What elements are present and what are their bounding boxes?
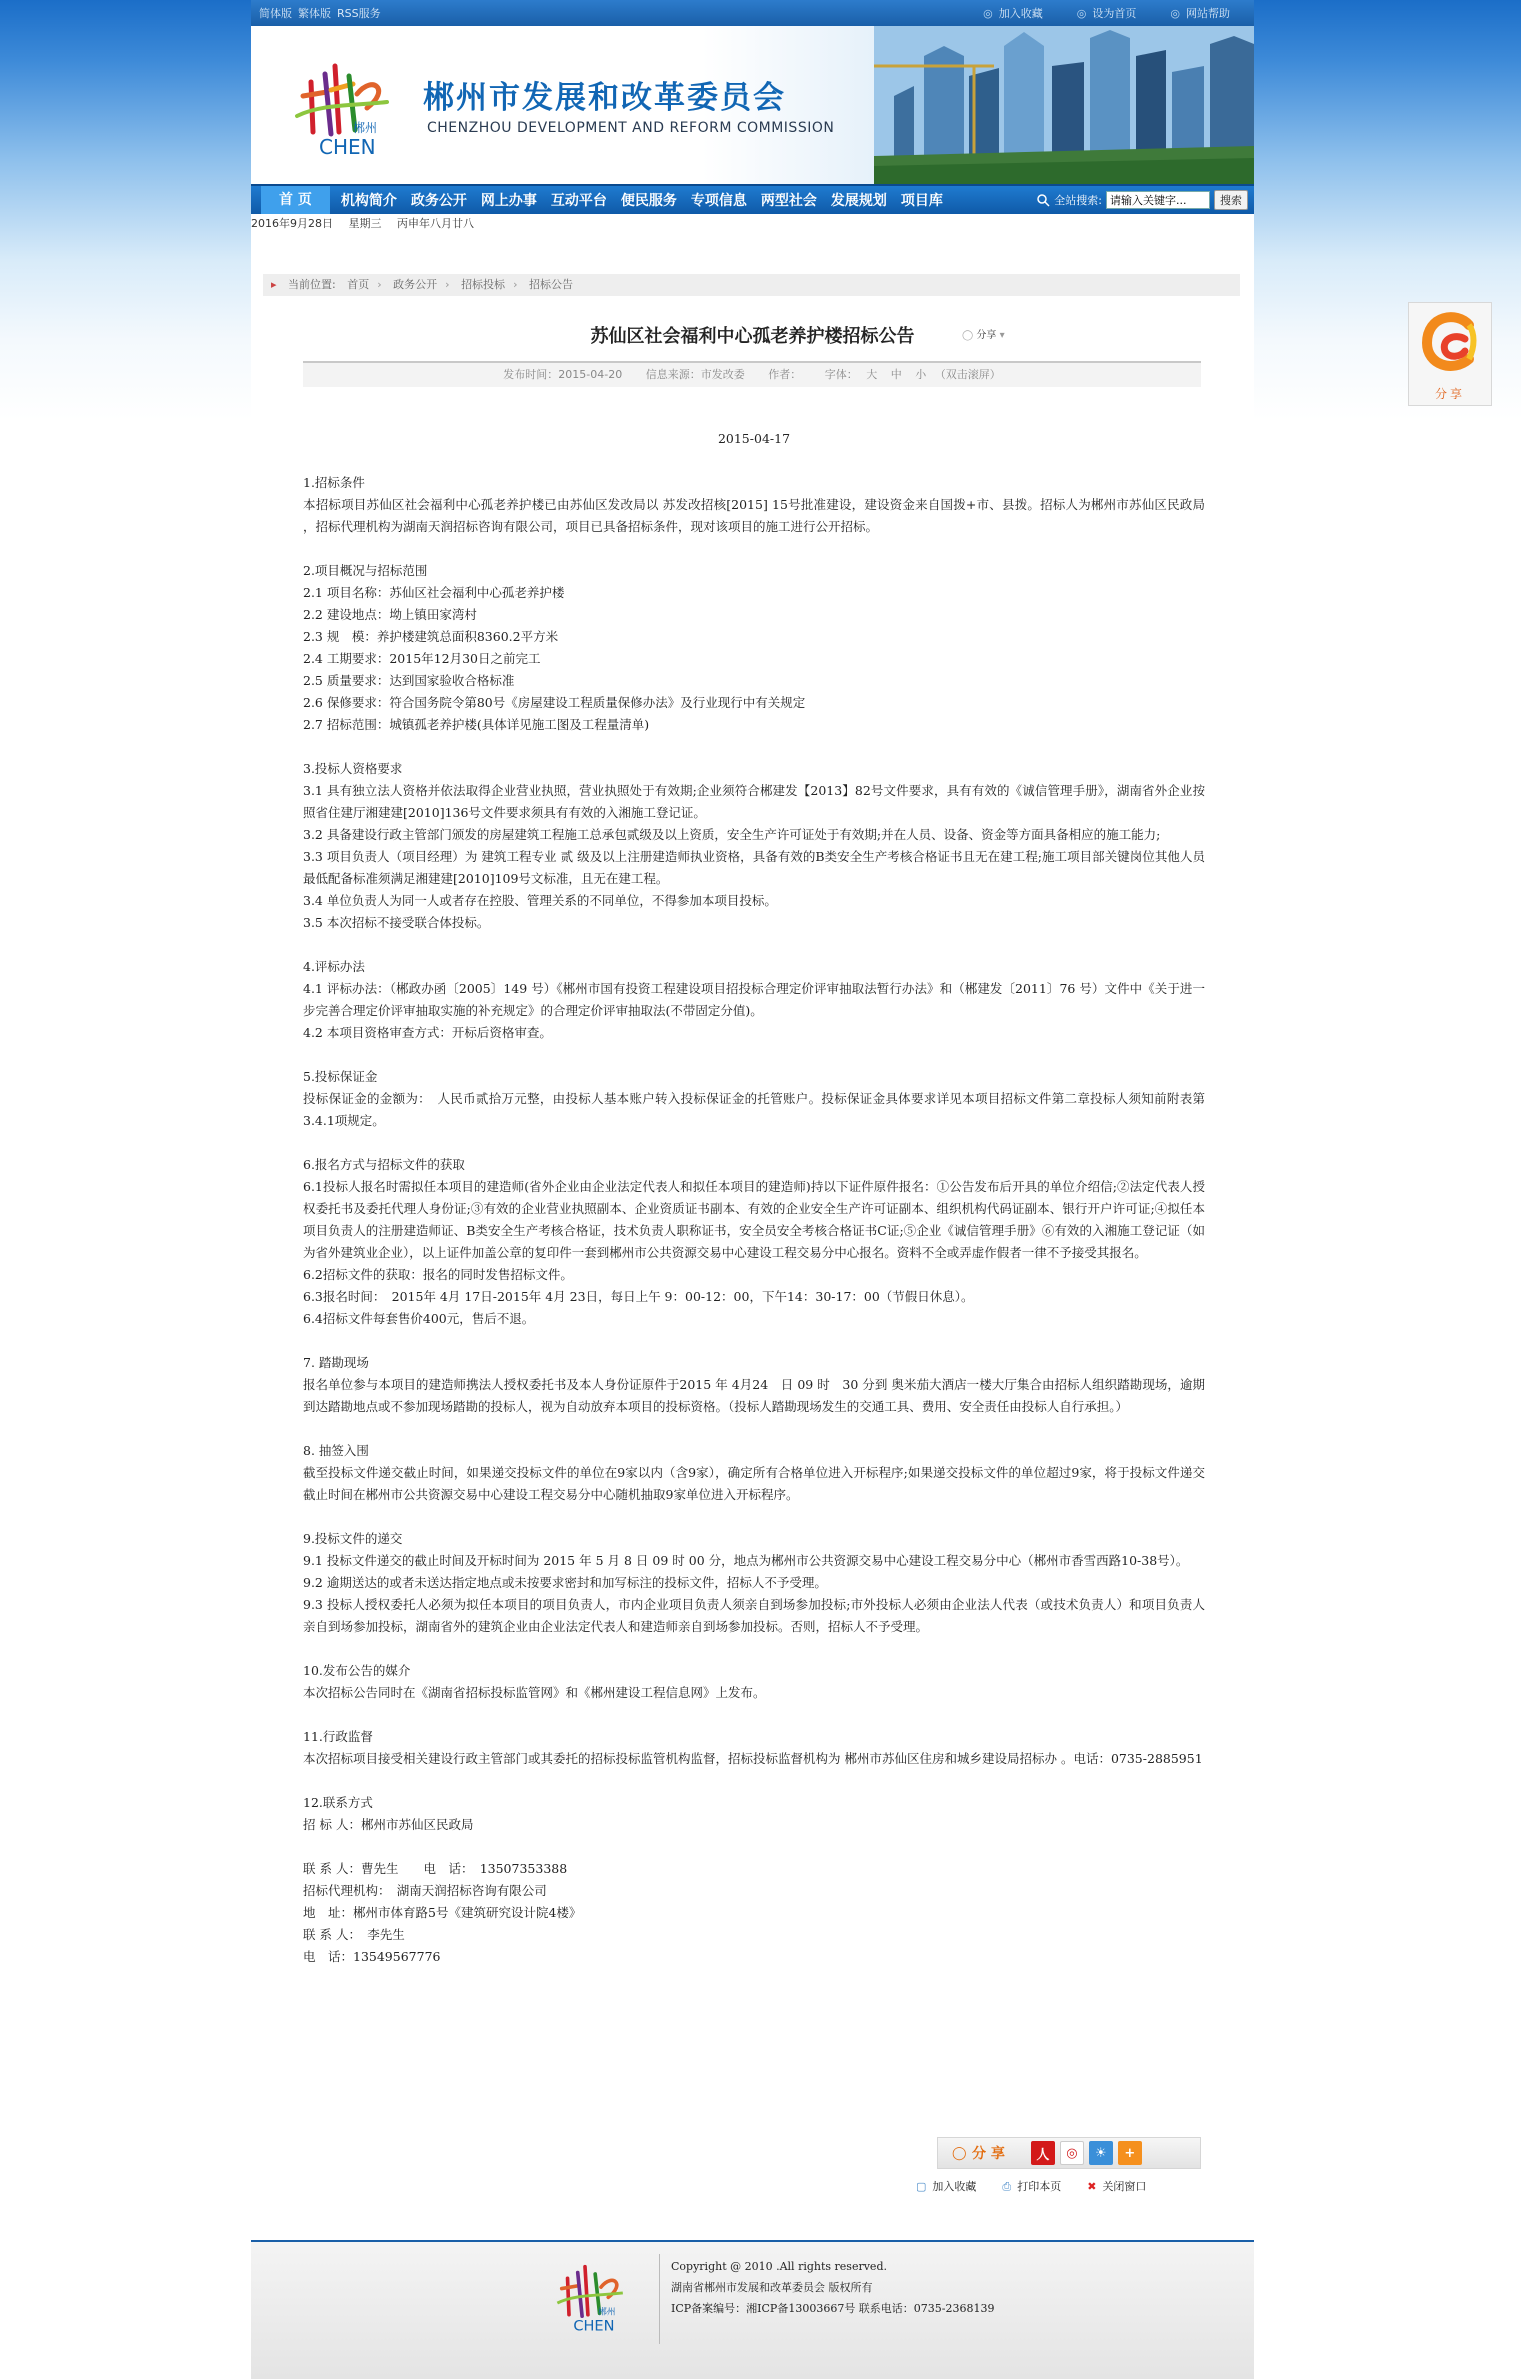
add-favorite-link[interactable]: ◎ 加入收藏 bbox=[983, 5, 1043, 21]
info-source: 信息来源：市发改委 bbox=[645, 368, 745, 381]
section-heading: 11.行政监督 bbox=[303, 1729, 373, 1744]
search-button[interactable]: 搜索 bbox=[1214, 190, 1248, 210]
paragraph: 3.5 本次招标不接受联合体投标。 bbox=[303, 915, 490, 930]
paragraph: 报名单位参与本项目的建造师携法人授权委托书及本人身份证原件于2015 年 4月24 日 09 时 30 分到 奥米茄大酒店一楼大厅集合由招标人组织踏勘现场，逾期到达踏勘地点或不参加现场踏勘的投标人，视为自动放弃本项目的投标资格。（投标人踏勘现场发生的交通工具、费用、安全责任由投标人自行承担。） bbox=[303, 1377, 1205, 1414]
paragraph: 投标保证金的金额为： 人民币贰拾万元整，由投标人基本账户转入投标保证金的托管账户。投标保证金具体要求详见本项目招标文件第二章投标人须知前附表第3.4.1项规定。 bbox=[303, 1091, 1205, 1128]
paragraph: 2.1 项目名称：苏仙区社会福利中心孤老养护楼 bbox=[303, 585, 565, 600]
date-bar bbox=[251, 214, 1254, 234]
paragraph: 本次招标公告同时在《湖南省招标投标监管网》和《郴州建设工程信息网》上发布。 bbox=[303, 1685, 766, 1700]
logo-small-text: 郴州 bbox=[353, 121, 378, 135]
breadcrumb-label: 当前位置: bbox=[288, 278, 336, 291]
site-banner bbox=[251, 26, 1254, 184]
more-share-icon[interactable]: + bbox=[1118, 2141, 1142, 2165]
floating-share-button[interactable] bbox=[1408, 302, 1492, 406]
paragraph: 9.3 投标人授权委托人必须为拟任本项目的项目负责人，市内企业项目负责人须亲自到场参加投标;市外投标人必须由企业法人代表（或技术负责人）和项目负责人亲自到场参加投标，湖南省外的建筑企业由企业法定代表人和建造师亲自到场参加投标。否则，招标人不予受理。 bbox=[303, 1597, 1205, 1634]
close-label: 关闭窗口 bbox=[1102, 2180, 1147, 2193]
section-heading: 4.评标办法 bbox=[303, 959, 365, 974]
nav-project-library[interactable]: 项目库 bbox=[900, 193, 943, 209]
site-search bbox=[1036, 190, 1254, 210]
font-size-label: 字体： bbox=[824, 368, 858, 381]
paragraph: 3.3 项目负责人（项目经理）为 建筑工程专业 贰 级及以上注册建造师执业资格，具备有效的B类安全生产考核合格证书且无在建工程;施工项目部关键岗位其他人员最低配备标准须满足湘建建[2010]109号文标准，且无在建工程。 bbox=[303, 849, 1205, 886]
section-gap bbox=[303, 1836, 1205, 1858]
paragraph: 9.2 逾期送达的或者未送达指定地点或未按要求密封和加写标注的投标文件，招标人不予受理。 bbox=[303, 1575, 827, 1590]
section-gap bbox=[303, 1506, 1205, 1528]
bottom-share-bar bbox=[937, 2137, 1201, 2169]
paragraph: 2.7 招标范围：城镇孤老养护楼(具体详见施工图及工程量清单) bbox=[303, 717, 650, 732]
font-small-button[interactable]: 小 bbox=[915, 368, 927, 381]
chevron-right-icon: › bbox=[445, 278, 450, 291]
footer-text bbox=[671, 2256, 995, 2319]
search-icon bbox=[1036, 193, 1050, 207]
section-gap bbox=[303, 1418, 1205, 1440]
close-window-tool[interactable] bbox=[1087, 2178, 1146, 2194]
chevron-right-icon: › bbox=[513, 278, 518, 291]
site-title-cn: 郴州市发展和改革委员会 bbox=[423, 80, 786, 116]
section-heading: 1.招标条件 bbox=[303, 475, 365, 490]
print-page-tool[interactable] bbox=[1002, 2178, 1061, 2194]
breadcrumb-bidding[interactable]: 招标投标 bbox=[461, 278, 506, 291]
publish-time: 发布时间：2015-04-20 bbox=[503, 368, 623, 381]
paragraph: 3.2 具备建设行政主管部门颁发的房屋建筑工程施工总承包贰级及以上资质，安全生产许可证处于有效期;并在人员、设备、资金等方面具备相应的施工能力; bbox=[303, 827, 1161, 842]
paragraph: 截至投标文件递交截止时间，如果递交投标文件的单位在9家以内（含9家），确定所有合格单位进入开标程序;如果递交投标文件的单位超过9家，将于投标文件递交截止时间在郴州市公共资源交易中心建设工程交易分中心随机抽取9家单位进入开标程序。 bbox=[303, 1465, 1205, 1502]
share-dropdown[interactable] bbox=[962, 326, 1005, 341]
breadcrumb-gov-affairs[interactable]: 政务公开 bbox=[393, 278, 438, 291]
search-label: 全站搜索: bbox=[1054, 194, 1102, 207]
section-gap bbox=[303, 1638, 1205, 1660]
page-wrapper bbox=[251, 0, 1254, 2379]
footer-divider bbox=[659, 2254, 660, 2344]
share-logo-icon bbox=[1409, 303, 1493, 383]
current-weekday: 星期三 bbox=[348, 217, 382, 230]
nav-special-info[interactable]: 专项信息 bbox=[690, 193, 747, 209]
paragraph: 2.3 规 模：养护楼建筑总面积8360.2平方米 bbox=[303, 629, 559, 644]
section-heading: 12.联系方式 bbox=[303, 1795, 373, 1810]
logo-text: CHEN bbox=[319, 135, 376, 159]
add-favorite-label: 加入收藏 bbox=[932, 2180, 977, 2193]
nav-about[interactable]: 机构简介 bbox=[340, 193, 397, 209]
paragraph: 4.2 本项目资格审查方式：开标后资格审查。 bbox=[303, 1025, 552, 1040]
paragraph: 地 址：郴州市体育路5号《建筑研究设计院4楼》 bbox=[303, 1905, 582, 1920]
paragraph: 招标代理机构： 湖南天润招标咨询有限公司 bbox=[303, 1883, 547, 1898]
paragraph: 本次招标项目接受相关建设行政主管部门或其委托的招标投标监管机构监督，招标投标监督机构为 郴州市苏仙区住房和城乡建设局招标办 。电话：0735-2885951 bbox=[303, 1751, 1203, 1766]
footer-copyright: Copyright @ 2010 .All rights reserved. bbox=[671, 2260, 887, 2273]
section-heading: 10.发布公告的媒介 bbox=[303, 1663, 411, 1678]
section-heading: 3.投标人资格要求 bbox=[303, 761, 403, 776]
section-heading: 6.报名方式与招标文件的获取 bbox=[303, 1157, 465, 1172]
site-logo[interactable] bbox=[291, 54, 401, 164]
footer-logo-small-text: 郴州 bbox=[598, 2307, 616, 2318]
paragraph: 4.1 评标办法：（郴政办函〔2005〕149 号）《郴州市国有投资工程建设项目招投标合理定价评审抽取法暂行办法》和（郴建发〔2011〕76 号）文件中《关于进一步完善合理定价评审抽取实施的补充规定》的合理定价评审抽取法(不带固定分值)。 bbox=[303, 981, 1205, 1018]
lunar-date: 丙申年八月廿八 bbox=[397, 217, 474, 230]
share-logo-icon: ◯ bbox=[952, 2145, 967, 2161]
link-traditional[interactable]: 繁体版 bbox=[298, 7, 331, 20]
section-heading: 2.项目概况与招标范围 bbox=[303, 563, 428, 578]
top-bar bbox=[251, 0, 1254, 26]
article-meta bbox=[303, 361, 1201, 387]
paragraph: 9.1 投标文件递交的截止时间及开标时间为 2015 年 5 月 8 日 09 时 00 分，地点为郴州市公共资源交易中心建设工程交易分中心（郴州市香雪西路10-38号）。 bbox=[303, 1553, 1189, 1568]
section-gap bbox=[303, 1044, 1205, 1066]
article-body bbox=[303, 428, 1205, 1968]
paragraph: 本招标项目苏仙区社会福利中心孤老养护楼已由苏仙区发改局以 苏发改招核[2015] 15号批准建设，建设资金来自国拨+市、县拨。招标人为郴州市苏仙区民政局 ，招标代理机构为湖南天润招标咨询有限公司，项目已具备招标条件，现对该项目的施工进行公开招标。 bbox=[303, 497, 1205, 534]
section-gap bbox=[303, 934, 1205, 956]
share-label: 分享 bbox=[976, 330, 997, 341]
link-rss[interactable]: RSS服务 bbox=[337, 7, 381, 20]
paragraph: 2.5 质量要求：达到国家验收合格标准 bbox=[303, 673, 515, 688]
qzone-share-icon[interactable]: ☀ bbox=[1089, 2141, 1113, 2165]
site-footer bbox=[251, 2240, 1254, 2379]
section-gap bbox=[303, 1330, 1205, 1352]
article-title: 苏仙区社会福利中心孤老养护楼招标公告 bbox=[590, 326, 915, 347]
paragraph: 3.1 具有独立法人资格并依法取得企业营业执照，营业执照处于有效期;企业须符合郴建发【2013】82号文件要求，具有有效的《诚信管理手册》，湖南省外企业按照省住建厅湘建建[2010]136号文件要求须具有有效的入湘施工登记证。 bbox=[303, 783, 1205, 820]
nav-two-type-society[interactable]: 两型社会 bbox=[760, 193, 817, 209]
paragraph: 2.2 建设地点：坳上镇田家湾村 bbox=[303, 607, 477, 622]
current-date: 2016年9月28日 bbox=[251, 217, 333, 230]
nav-online-service[interactable]: 网上办事 bbox=[480, 193, 537, 209]
footer-logo bbox=[553, 2258, 633, 2338]
add-favorite-tool[interactable] bbox=[916, 2178, 976, 2194]
paragraph: 6.4招标文件每套售价400元，售后不退。 bbox=[303, 1311, 535, 1326]
paragraph: 联 系 人：曹先生 电 话： 13507353388 bbox=[303, 1861, 568, 1876]
paragraph: 3.4 单位负责人为同一人或者存在控股、管理关系的不同单位，不得参加本项目投标。 bbox=[303, 893, 777, 908]
font-large-button[interactable]: 大 bbox=[866, 368, 878, 381]
renren-share-icon[interactable]: 人 bbox=[1031, 2141, 1055, 2165]
main-nav bbox=[251, 184, 1254, 214]
breadcrumb-announcement[interactable]: 招标公告 bbox=[528, 278, 573, 291]
article-date: 2015-04-17 bbox=[717, 431, 791, 446]
page-tools bbox=[916, 2178, 1146, 2194]
chevron-right-icon: › bbox=[377, 278, 382, 291]
print-label: 打印本页 bbox=[1017, 2180, 1062, 2193]
link-simplified[interactable]: 简体版 bbox=[259, 7, 292, 20]
paragraph: 6.1投标人报名时需拟任本项目的建造师(省外企业由企业法定代表人和拟任本项目的建造师)持以下证件原件报名：①公告发布后开具的单位介绍信;②法定代表人授权委托书及委托代理人身份证;③有效的企业营业执照副本、企业资质证书副本、有效的企业安全生产许可证副本、组织机构代码证副本、银行开户许可证;④拟任本项目负责人的注册建造师证、B类安全生产考核合格证，技术负责人职称证书，安全员安全考核合格证书C证;⑤企业《诚信管理手册》⑥有效的入湘施工登记证（如为省外建筑业企业），以上证件加盖公章的复印件一套到郴州市公共资源交易中心建设工程交易分中心报名。资料不全或弄虚作假者一律不予接受其报名。 bbox=[303, 1179, 1205, 1260]
nav-planning[interactable]: 发展规划 bbox=[830, 193, 887, 209]
printer-icon: ⎙ bbox=[1002, 2180, 1012, 2193]
city-skyline-image bbox=[874, 26, 1254, 184]
set-homepage-link[interactable]: ◎ 设为首页 bbox=[1077, 5, 1137, 21]
section-heading: 9.投标文件的递交 bbox=[303, 1531, 403, 1546]
section-gap bbox=[303, 736, 1205, 758]
top-links-right bbox=[983, 5, 1246, 21]
paragraph: 6.3报名时间： 2015年 4月 17日-2015年 4月 23日，每日上午 9：00-12：00，下午14：30-17：00（节假日休息）。 bbox=[303, 1289, 974, 1304]
footer-owner: 湖南省郴州市发展和改革委员会 版权所有 bbox=[671, 2281, 873, 2294]
paragraph: 2.6 保修要求：符合国务院令第80号《房屋建设工程质量保修办法》及行业现行中有关规定 bbox=[303, 695, 806, 710]
bottom-share-label: 分 享 bbox=[972, 2146, 1005, 2162]
nav-gov-affairs[interactable]: 政务公开 bbox=[410, 193, 467, 209]
nav-interaction[interactable]: 互动平台 bbox=[550, 193, 607, 209]
breadcrumb bbox=[263, 274, 1240, 296]
paragraph: 6.2招标文件的获取：报名的同时发售招标文件。 bbox=[303, 1267, 573, 1282]
section-gap bbox=[303, 1132, 1205, 1154]
paragraph: 电 话：13549567776 bbox=[303, 1949, 441, 1964]
close-icon: ✖ bbox=[1087, 2180, 1097, 2193]
footer-icp: ICP备案编号：湘ICP备13003667号 联系电话：0735-2368139 bbox=[671, 2302, 995, 2315]
paragraph: 招 标 人：郴州市苏仙区民政局 bbox=[303, 1817, 474, 1832]
footer-logo-text: CHEN bbox=[573, 2318, 615, 2335]
article-sections bbox=[303, 472, 1205, 1968]
nav-home[interactable]: 首 页 bbox=[261, 186, 330, 214]
location-icon: ▸ bbox=[271, 278, 277, 291]
floating-share-label: 分享 bbox=[1434, 387, 1465, 401]
section-gap bbox=[303, 538, 1205, 560]
bookmark-icon: ▢ bbox=[916, 2180, 927, 2193]
paragraph: 2.4 工期要求：2015年12月30日之前完工 bbox=[303, 651, 541, 666]
section-heading: 8. 抽签入围 bbox=[303, 1443, 369, 1458]
site-help-link[interactable]: ◎ 网站帮助 bbox=[1170, 5, 1230, 21]
chevron-down-icon: ▾ bbox=[999, 330, 1005, 341]
author: 作者： bbox=[768, 368, 802, 381]
weibo-share-icon[interactable]: ◎ bbox=[1060, 2141, 1084, 2165]
nav-public-service[interactable]: 便民服务 bbox=[620, 193, 677, 209]
font-size-controls bbox=[825, 368, 1001, 381]
site-title-en: CHENZHOU DEVELOPMENT AND REFORM COMMISSION bbox=[427, 120, 835, 136]
double-click-scroll-hint: （双击滚屏） bbox=[934, 368, 1001, 381]
section-gap bbox=[303, 1704, 1205, 1726]
section-heading: 7. 踏勘现场 bbox=[303, 1355, 369, 1370]
share-icon: ◯ bbox=[962, 330, 974, 341]
font-medium-button[interactable]: 中 bbox=[890, 368, 902, 381]
section-gap bbox=[303, 1770, 1205, 1792]
breadcrumb-home[interactable]: 首页 bbox=[347, 278, 370, 291]
section-heading: 5.投标保证金 bbox=[303, 1069, 378, 1084]
search-input[interactable] bbox=[1106, 191, 1210, 209]
paragraph: 联 系 人： 李先生 bbox=[303, 1927, 405, 1942]
